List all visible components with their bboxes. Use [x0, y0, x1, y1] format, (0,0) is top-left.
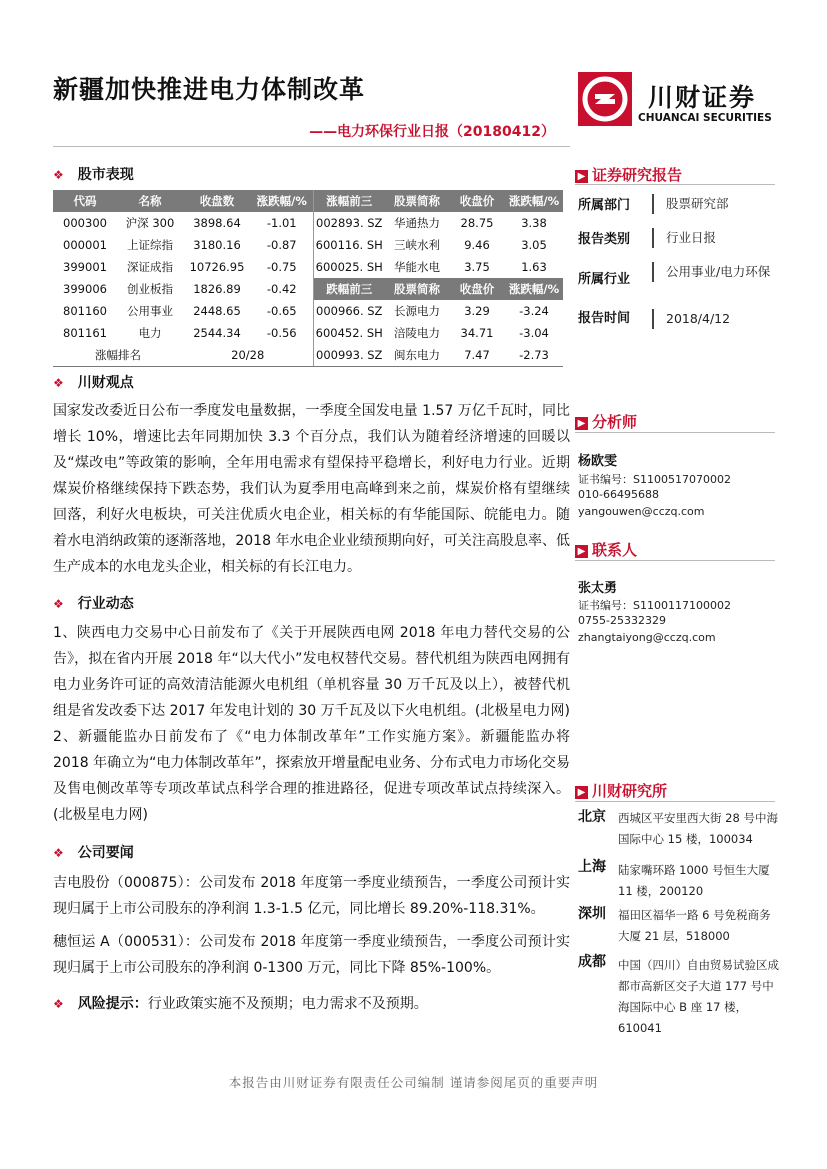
col-header: 收盘价: [449, 278, 505, 300]
market-table: [53, 190, 563, 367]
sidebar-divider: [575, 184, 775, 185]
city-beijing: 北京: [578, 809, 606, 825]
view-paragraph: 国家发改委近日公布一季度发电量数据，一季度全国发电量 1.57 万亿千瓦时，同比增长 10%，增速比去年同期加快 3.3 个百分点，我们认为随着经济增速的回暖以及“煤改电”等政策的影响，全年用电需求有望保持平稳增长，利好电力行业。近期煤炭价格继续保持下跌态势，我们认为夏季用电高峰到来之前，煤炭价格有望继续回落，利好火电板块，可关注优质火电企业，相关标的有华能国际、皖能电力。随着水电消纳政策的逐渐落地，2018 年水电企业业绩预期向好，可关注高股息率、低生产成本的水电龙头企业，相关标的有长江电力。: [53, 403, 570, 575]
diamond-bullet-icon: ❖: [53, 997, 64, 1011]
dept-value: 股票研究部: [652, 194, 791, 214]
logo-mark-icon: [578, 72, 632, 126]
col-header: 跌幅前三: [313, 278, 385, 300]
col-header: 收盘价: [449, 190, 505, 212]
industry-paragraph: 1、陕西电力交易中心日前发布了《关于开展陕西电网 2018 年电力替代交易的公告》，拟在省内开展 2018 年“以大代小”发电权替代交易。替代机组为陕西电网拥有电力业务许可证的高效清洁能源火电机组（单机容量 30 万千瓦及以上），被替代机组是省发改委下达 2017 年发电计划的 30 万千瓦及以下火电机组。(北极星电力网) 2、新疆能监办日前发布了《“电力体制改革年”工作实施方案》。新疆能监办将 2018 年确立为“电力体制改革年”，探索放开增量配电业务、分布式电力市场化交易及售电侧改革等专项改革试点科学合理的推进路径，促进专项改革试点持续深入。(北极星电力网): [53, 625, 570, 823]
col-header: 涨幅前三: [313, 190, 385, 212]
city-shanghai: 上海: [578, 859, 606, 875]
diamond-bullet-icon: ❖: [53, 376, 64, 390]
address-shenzhen: 福田区福华一路 6 号免税商务大厦 21 层，518000: [618, 908, 771, 943]
header-divider: [53, 146, 570, 147]
diamond-bullet-icon: ❖: [53, 846, 64, 860]
page-footer: 本报告由川财证券有限责任公司编制 谨请参阅尾页的重要声明: [228, 1075, 599, 1090]
address-beijing: 西城区平安里西大街 28 号中海国际中心 15 楼，100034: [618, 811, 778, 846]
col-header: 收盘数: [183, 190, 251, 212]
table-row: 801160 公用事业 2448.65 -0.65 000966. SZ 长源电力 3.29 -3.24: [53, 300, 563, 322]
logo-chinese-name: 川财证券: [648, 83, 757, 112]
table-row: 399001 深证成指 10726.95 -0.75 600025. SH 华能水电 3.75 1.63: [53, 256, 563, 278]
type-value: 行业日报: [652, 228, 791, 248]
city-chengdu: 成都: [578, 954, 606, 970]
industry-label: 所属行业: [578, 272, 631, 287]
analyst-name: 杨欧雯: [578, 454, 618, 469]
analyst-email: yangouwen@cczq.com: [578, 505, 705, 518]
square-bullet-icon: ▶: [575, 786, 588, 799]
company-logo: [578, 70, 773, 128]
col-header: 代码: [53, 190, 117, 212]
company-news-item: 穗恒运 A（000531）：公司发布 2018 年度第一季度业绩预告，一季度公司预计实现归属于上市公司股东的净利润 0-1300 万元，同比下降 85%-100%。: [53, 934, 570, 976]
sidebar-institute-heading: ▶ 川财研究所: [575, 780, 775, 801]
table-row: 涨幅排名 20/28 000993. SZ 闽东电力 7.47 -2.73: [53, 344, 563, 367]
sidebar-contact-heading: ▶ 联系人: [575, 539, 775, 560]
section-market-heading: ❖ 股市表现: [53, 167, 134, 183]
sidebar-report-heading: ▶ 证券研究报告: [575, 164, 775, 185]
col-header: 涨跌幅/%: [505, 190, 563, 212]
risk-text: 行业政策实施不及预期；电力需求不及预期。: [147, 996, 428, 1012]
industry-value: 公用事业/电力环保: [652, 262, 791, 282]
section-view-heading: ❖ 川财观点: [53, 375, 134, 391]
type-label: 报告类别: [578, 232, 631, 247]
company-news-item: 吉电股份（000875）：公司发布 2018 年度第一季度业绩预告，一季度公司预计实现归属于上市公司股东的净利润 1.3-1.5 亿元，同比增长 89.20%-118.31%。: [53, 875, 570, 917]
page-subtitle: ——电力环保行业日报（20180412）: [309, 124, 555, 140]
table-row: 000300 沪深 300 3898.64 -1.01 002893. SZ 华通热力 28.75 3.38: [53, 212, 563, 234]
analyst-cert: 证书编号：S1100517070002: [578, 473, 731, 486]
sidebar-divider: [575, 432, 775, 433]
time-label: 报告时间: [578, 311, 631, 326]
square-bullet-icon: ▶: [575, 545, 588, 558]
analyst-phone: 010-66495688: [578, 488, 659, 501]
sidebar-analyst-heading: ▶ 分析师: [575, 411, 775, 432]
dept-label: 所属部门: [578, 198, 631, 213]
contact-phone: 0755-25332329: [578, 614, 666, 627]
col-header: 股票简称: [385, 278, 449, 300]
table-header-row: [53, 190, 563, 212]
page-title: 新疆加快推进电力体制改革: [53, 75, 366, 104]
table-row: 399006 创业板指 1826.89 -0.42 跌幅前三 股票简称 收盘价 涨跌幅/%: [53, 278, 563, 300]
sidebar-divider: [575, 560, 775, 561]
col-header: 涨跌幅/%: [251, 190, 313, 212]
table-row: 000001 上证综指 3180.16 -0.87 600116. SH 三峡水利 9.46 3.05: [53, 234, 563, 256]
diamond-bullet-icon: ❖: [53, 597, 64, 611]
rank-label: 涨幅排名: [53, 344, 183, 367]
logo-english-name: CHUANCAI SECURITIES: [638, 112, 772, 124]
time-value: 2018/4/12: [652, 309, 791, 329]
city-shenzhen: 深圳: [578, 906, 606, 922]
square-bullet-icon: ▶: [575, 170, 588, 183]
col-header: 股票简称: [385, 190, 449, 212]
address-shanghai: 陆家嘴环路 1000 号恒生大厦 11 楼，200120: [618, 863, 770, 898]
risk-label: 风险提示：: [77, 996, 148, 1012]
diamond-bullet-icon: ❖: [53, 168, 64, 182]
square-bullet-icon: ▶: [575, 417, 588, 430]
col-header: 涨跌幅/%: [505, 278, 563, 300]
sidebar-divider: [575, 801, 775, 802]
contact-cert: 证书编号：S1100117100002: [578, 599, 731, 612]
risk-warning: [53, 993, 428, 1013]
col-header: 名称: [117, 190, 183, 212]
contact-name: 张太勇: [578, 581, 618, 596]
contact-email: zhangtaiyong@cczq.com: [578, 631, 716, 644]
section-company-heading: ❖ 公司要闻: [53, 845, 134, 861]
rank-value: 20/28: [183, 344, 313, 367]
address-chengdu: 中国（四川）自由贸易试验区成都市高新区交子大道 177 号中海国际中心 B 座 17 楼，610041: [618, 958, 779, 1035]
section-industry-heading: ❖ 行业动态: [53, 596, 134, 612]
table-row: 801161 电力 2544.34 -0.56 600452. SH 涪陵电力 34.71 -3.04: [53, 322, 563, 344]
